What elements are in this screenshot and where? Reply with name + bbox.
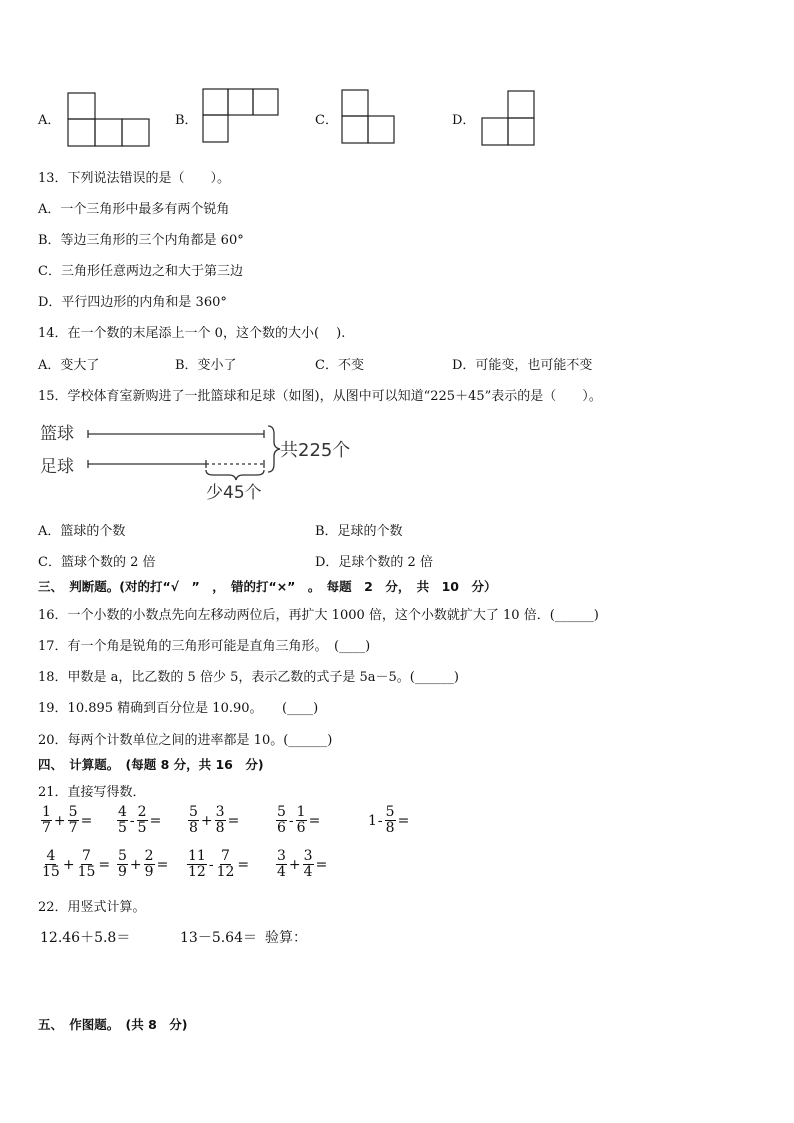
fraction-expr: 1 - $\frac{5}{8}$ = bbox=[368, 804, 410, 836]
q14-option-b: B．变小了 bbox=[175, 358, 237, 373]
q15-figure-diff-label: 少45个 bbox=[206, 483, 262, 503]
q22-check-label: 验算： bbox=[265, 930, 307, 946]
q13-option-c: C．三角形任意两边之和大于第三边 bbox=[38, 264, 243, 279]
q15-stem: 15．学校体育室新购进了一批篮球和足球（如图)，从图中可以知道“225＋45”表示的是（ ）。 bbox=[38, 389, 602, 404]
q12-option-d-figure bbox=[481, 90, 537, 146]
fraction-expr: 4 5 - $\frac{2}{5}$ = bbox=[118, 804, 162, 836]
q20-text: 20．每两个计数单位之间的进率都是 10。(______) bbox=[38, 733, 333, 748]
q15-figure-basketball-label: 篮球 bbox=[40, 424, 74, 444]
q14-stem: 14．在一个数的末尾添上一个 0，这个数的大小( ). bbox=[38, 326, 346, 341]
section-5-heading: 五、 作图题。 (共 8 分) bbox=[38, 1017, 188, 1032]
q14-option-d: D．可能变，也可能不变 bbox=[452, 358, 593, 373]
q19-text: 19．10.895 精确到百分位是 10.90。 (____) bbox=[38, 701, 319, 716]
q18-text: 18．甲数是 a，比乙数的 5 倍少 5，表示乙数的式子是 5a－5。(______) bbox=[38, 670, 459, 685]
q15-option-d: D．足球个数的 2 倍 bbox=[315, 555, 433, 570]
fraction-expr: 3 4 + $\frac{3}{4}$ = bbox=[277, 848, 328, 880]
q12-option-b-figure bbox=[202, 88, 282, 144]
q12-option-d-label: D． bbox=[452, 113, 476, 128]
section-4-heading: 四、 计算题。 (每题 8 分，共 16 分) bbox=[38, 757, 264, 772]
q15-option-b: B．足球的个数 bbox=[315, 524, 403, 539]
q12-option-a-figure bbox=[67, 92, 151, 148]
fraction-expr: 5 6 - $\frac{1}{6}$ = bbox=[277, 804, 321, 836]
q17-text: 17．有一个角是锐角的三角形可能是直角三角形。 (____) bbox=[38, 639, 371, 654]
q14-option-c: C．不变 bbox=[315, 358, 364, 373]
fraction-expr: 5 9 + $\frac{2}{9}$ = bbox=[118, 848, 169, 880]
q15-figure-total-label: 共225个 bbox=[280, 440, 351, 461]
q15-option-c: C．篮球个数的 2 倍 bbox=[38, 555, 156, 570]
q13-stem: 13．下列说法错误的是（ ）。 bbox=[38, 171, 231, 186]
q21-stem: 21．直接写得数． bbox=[38, 785, 146, 800]
q13-option-b: B．等边三角形的三个内角都是 60° bbox=[38, 233, 244, 248]
q13-option-a: A．一个三角形中最多有两个锐角 bbox=[38, 202, 230, 217]
fraction-expr: 1 7 + $\frac{5}{7}$ = bbox=[42, 804, 93, 836]
fraction-expr: 4 15 + $\frac{7}{15}$ = bbox=[42, 848, 111, 880]
fraction-expr: 11 12 - $\frac{7}{12}$ = bbox=[188, 848, 250, 880]
q12-option-b-label: B． bbox=[175, 113, 198, 128]
q15-figure-football-label: 足球 bbox=[40, 457, 74, 477]
q14-option-a: A．变大了 bbox=[38, 358, 100, 373]
q15-option-a: A．篮球的个数 bbox=[38, 524, 126, 539]
q12-option-c-label: C． bbox=[315, 113, 338, 128]
section-3-heading: 三、 判断题。(对的打“√ ” ， 错的打“×” 。 每题 2 分， 共 10 分） bbox=[38, 579, 497, 594]
q22-stem: 22．用竖式计算。 bbox=[38, 900, 146, 915]
q12-option-c-figure bbox=[341, 89, 397, 145]
q22-expr-2: 13－5.64＝ bbox=[180, 930, 257, 946]
q22-expr-1: 12.46＋5.8＝ bbox=[40, 930, 131, 946]
q16-text: 16．一个小数的小数点先向左移动两位后，再扩大 1000 倍，这个小数就扩大了 10 倍．(______) bbox=[38, 608, 599, 623]
q13-option-d: D．平行四边形的内角和是 360° bbox=[38, 295, 227, 310]
fraction-expr: 5 8 + $\frac{3}{8}$ = bbox=[189, 804, 240, 836]
q12-option-a-label: A． bbox=[38, 113, 61, 128]
